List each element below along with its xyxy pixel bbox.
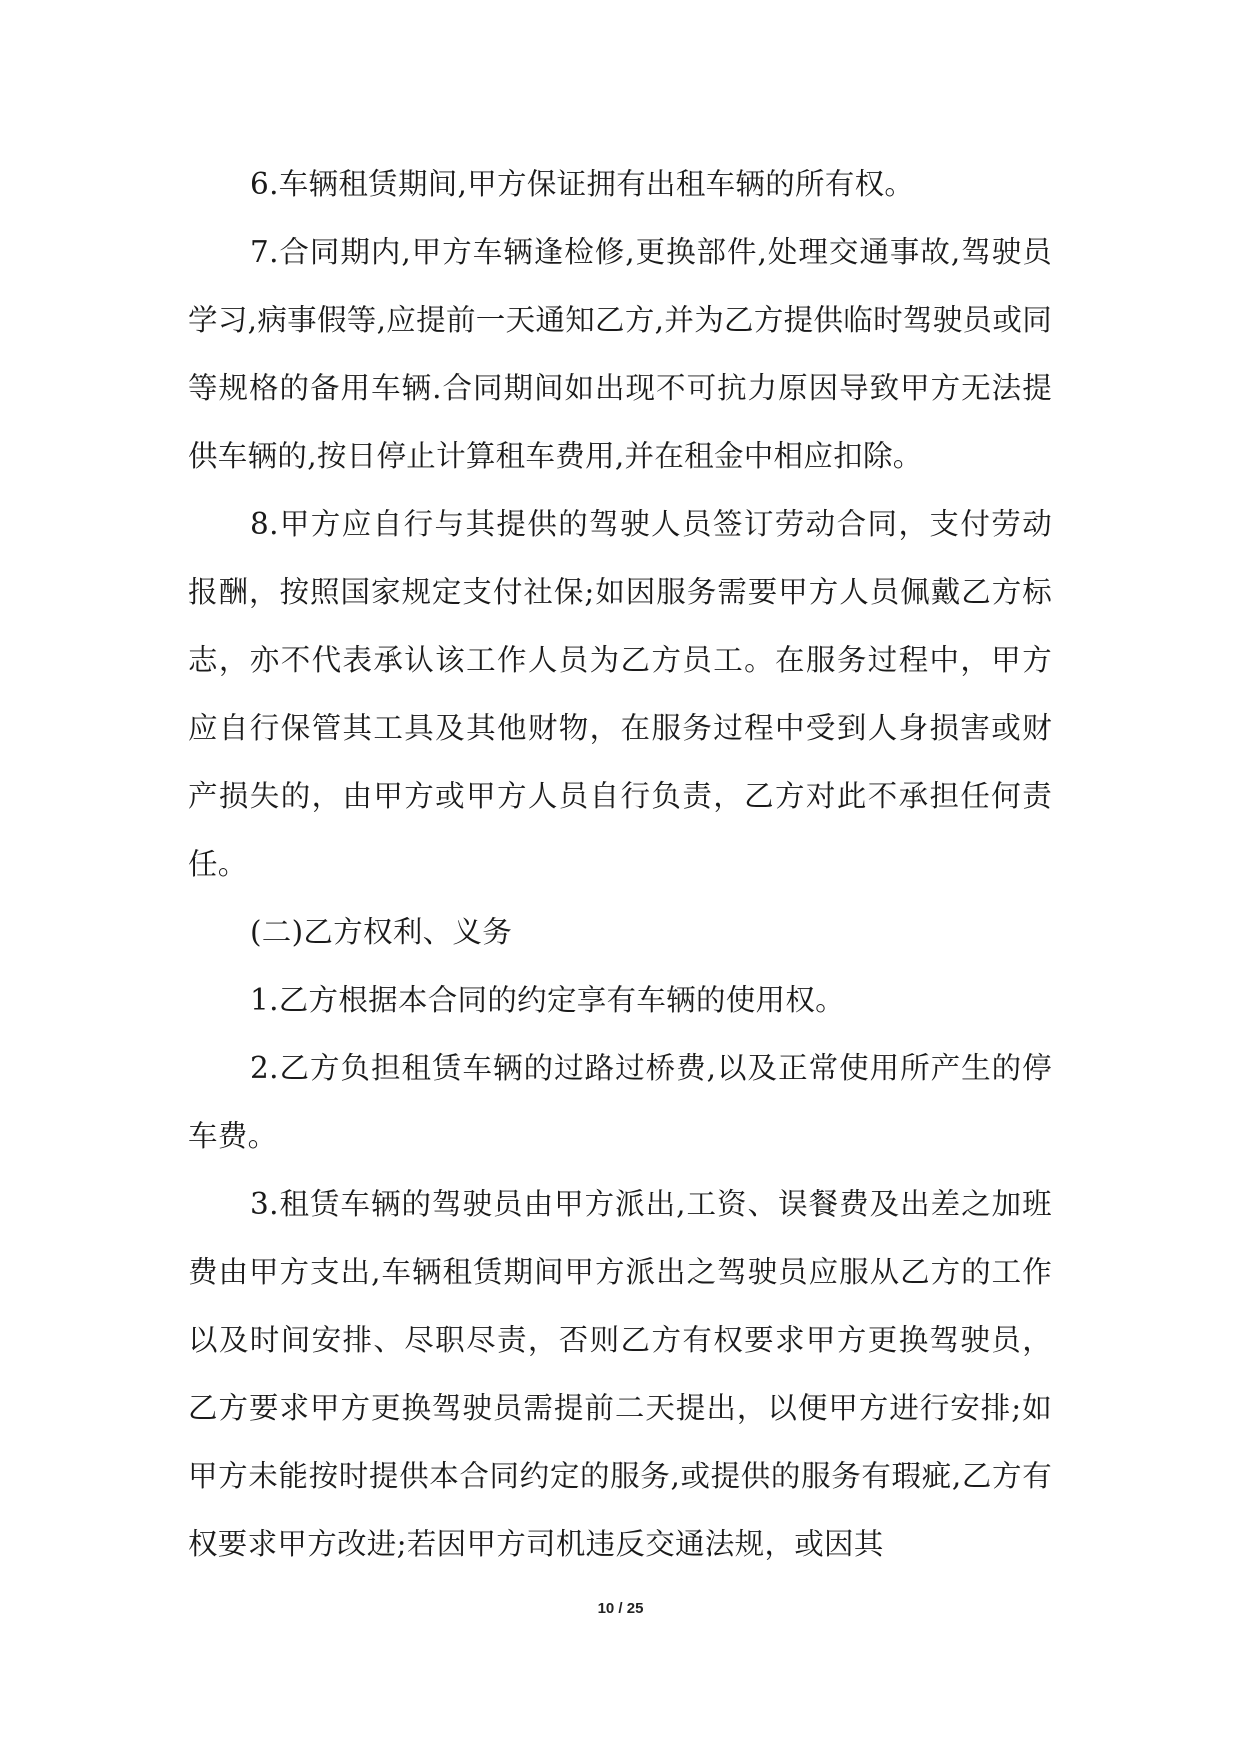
document-body [188,150,1052,1578]
paragraph-clause-7: 7.合同期内,甲方车辆逢检修,更换部件,处理交通事故,驾驶员学习,病事假等,应提前一天通知乙方,并为乙方提供临时驾驶员或同等规格的备用车辆.合同期间如出现不可抗力原因导致甲方无法提供车辆的,按日停止计算租车费用,并在租金中相应扣除。 [188,235,1052,473]
paragraph-clause-6: 6.车辆租赁期间,甲方保证拥有出租车辆的所有权。 [250,167,915,201]
section-heading-party-b: (二)乙方权利、义务 [250,915,513,949]
paragraph-b-clause-3: 3.租赁车辆的驾驶员由甲方派出,工资、误餐费及出差之加班费由甲方支出,车辆租赁期间甲方派出之驾驶员应服从乙方的工作以及时间安排、尽职尽责，否则乙方有权要求甲方更换驾驶员，乙方要求甲方更换驾驶员需提前二天提出，以便甲方进行安排;如甲方未能按时提供本合同约定的服务,或提供的服务有瑕疵,乙方有权要求甲方改进;若因甲方司机违反交通法规，或因其 [188,1187,1052,1561]
paragraph-b-clause-2: 2.乙方负担租赁车辆的过路过桥费,以及正常使用所产生的停车费。 [188,1051,1052,1153]
paragraph-clause-8: 8.甲方应自行与其提供的驾驶人员签订劳动合同，支付劳动报酬，按照国家规定支付社保;如因服务需要甲方人员佩戴乙方标志，亦不代表承认该工作人员为乙方员工。在服务过程中，甲方应自行保管其工具及其他财物，在服务过程中受到人身损害或财产损失的，由甲方或甲方人员自行负责，乙方对此不承担任何责任。 [188,507,1052,881]
paragraph-b-clause-1: 1.乙方根据本合同的约定享有车辆的使用权。 [250,983,845,1017]
page-number: 10 / 25 [597,1600,644,1617]
